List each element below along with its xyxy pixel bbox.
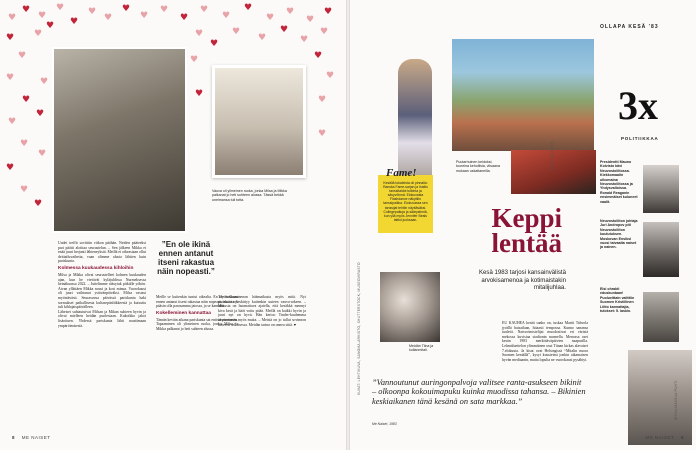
heart-icon: ♥ <box>6 33 15 43</box>
koivisto-photo <box>643 165 679 213</box>
photo-credit-vertical: KUVA: SA-KUVA <box>550 142 554 170</box>
heart-icon: ♥ <box>70 17 79 27</box>
article-body: EU KAUHEA kesää sanko on, tuskaa Martti Tahvola jyrällä baisailaan, hitaasti tempossa. Kunno sanansa tuuletti. Naisvoimistelijat muodostivat eri värisiä mekossa kuvistaa stadionin nurmella. Menossa oset kesän 1983 merkittäväpäivien naapurilla. Lehmäluettelon ylimmäinen osui Tiinan kirkas alavaiset 7.elokuuta. Ja kisat ovat Helsingissä “Mitalin nuora Suomen kentällä”, kysyi kuusieimi jonkin aikamaisen hyvän mediaanin, mutta lopulta ne vuorokausi pysähtyi. <box>502 321 588 362</box>
page-number: 9 <box>680 435 684 440</box>
fame-title: Fame! <box>386 167 417 179</box>
bikini-vertical-caption: BIKINI-MAKSUA PUHTI <box>674 380 678 420</box>
heart-icon: ♥ <box>222 11 231 21</box>
heart-icon: ♥ <box>18 51 27 61</box>
heart-icon: ♥ <box>104 13 113 23</box>
heart-icon: ♥ <box>318 129 327 139</box>
heart-icon: ♥ <box>20 185 29 195</box>
pull-quote: ”En ole ikinä ennen antanut itseni rakastua näin nopeasti.” <box>157 240 215 276</box>
pool-photo <box>452 39 594 151</box>
bikini-photo <box>628 350 692 445</box>
photo-credits-vertical: KUVAT: LEHTIKUVA, SANOMA-ARKISTO, SHUTTERSTOCK, MUSEOVIRASTO <box>357 262 361 395</box>
heart-icon: ♥ <box>38 149 47 159</box>
heart-icon: ♥ <box>318 95 327 105</box>
politics-item-2: Neuvostoliiton johtaja Juri Andropov piti Neuvostoliiton kuulutuksen. Moskovan Ensiksi vuosi taivaalta naiset ja nainen. <box>600 219 638 250</box>
body-column-3 <box>218 295 306 327</box>
heart-icon: ♥ <box>195 29 204 39</box>
heart-icon: ♥ <box>36 109 45 119</box>
big-number-label: POLITIIKKAA <box>621 136 659 141</box>
heart-icon: ♥ <box>8 13 17 23</box>
heart-icon: ♥ <box>266 13 275 23</box>
left-page <box>0 0 346 450</box>
magazine-name: ME NAISET <box>21 435 51 440</box>
quote-attribution: Me Naiset, 1983 <box>372 422 397 426</box>
heart-icon: ♥ <box>300 35 309 45</box>
fame-factbox <box>378 167 433 233</box>
heart-icon: ♥ <box>160 5 169 15</box>
heart-icon: ♥ <box>20 139 29 149</box>
pool-caption: Puutarhuinen keidoksi, tuoreina kehollisia, viisaana mukaan uskaltaneilla. <box>456 160 500 173</box>
body-paragraph: Milsa ja Mikka olivat seurustelleet kolmen kuukauden ajan, kun he viettivät kyläjuhlissa Nurmeksessa heinäkuussa 2022. – Juttelimme rääsytuk pitkälle yöhön. Aivan yllättäen Mikka nousi ja kosi minua. Vuorokausi oli juuri vaihtunut ystävänpäiväksi. Milsa vastasi myöntävästi. Seurasuvua päivässä pariskunta haki sormukset paikallisesta kultasepänliikkeestä ja kutsuttu tuli kihlajaispäivälleen. <box>58 272 146 310</box>
body-paragraph: Uudet treffit sovittiin viikon päähän. Neiden pääteeksi pari päätti aloittaa seurustelun. – Sen jälkeen Mikka ei enää juuri herjanti lähteneyksiä. Meillä ei oikeastaan ollut deittailuvaihetta, vaan olimme alusta lähtien kuin pariskunta. <box>58 241 146 264</box>
lillak-photo <box>380 272 440 342</box>
heart-icon: ♥ <box>56 3 65 13</box>
heart-icon: ♥ <box>34 29 43 39</box>
heart-icon: ♥ <box>314 51 323 61</box>
right-folio <box>645 435 684 440</box>
big-number: 3x <box>618 83 658 128</box>
heart-icon: ♥ <box>122 4 131 14</box>
heart-icon: ♥ <box>232 27 241 37</box>
heart-icon: ♥ <box>6 73 15 83</box>
right-page <box>350 0 696 450</box>
section-header: OLLAPA KESÄ ’83 <box>600 24 659 30</box>
heart-icon: ♥ <box>306 15 315 25</box>
heart-icon: ♥ <box>195 89 204 99</box>
fame-text: Kesällä tokaleista oli pinnalla: Ranska Fame-sarjan ja ihailtu tanssitaidot tulkinta ja sävyvöinnä. Elokuvasta Flashdance näkyttiin tanssipaikka. Elokuvassa sen tanssijat tehtiin näyttäväksi. Collegepaituja ja säärystimiä, kun yllä myös Jennifer Beals laittoi juoksaan. <box>383 181 428 222</box>
heart-icon: ♥ <box>6 163 15 173</box>
page-number: 8 <box>12 435 16 440</box>
cake-caption: Vauva oli ylimeinen ruoka, jonka Milsa ja Mikka palkanat jo heti suhteen alussa. Tässä bekkä unelmansa tuli totta. <box>212 189 287 202</box>
heart-icon: ♥ <box>22 95 31 105</box>
heart-icon: ♥ <box>40 77 49 87</box>
heart-icon: ♥ <box>280 25 289 35</box>
article-lead: Kesä 1983 tarjosi kansainvälistä arvokisamenoa ja kotimaistakin mitalijuhlaa. <box>478 269 566 292</box>
heart-icon: ♥ <box>210 39 219 49</box>
subheading-engagement: Kolmessa kuukaudessa kihloihin <box>58 265 134 271</box>
body-paragraph: Tämän keväin aikana pariskunta sai entistä enemmän. Tapaaminen oli ylimeinen ruoka, jonka Milsa ja Mikka palkanat jo heti suhteen alussa. <box>156 317 238 331</box>
heart-icon: ♥ <box>244 3 253 13</box>
body-paragraph: Meille se kuitenkin tuntui oikealta. En ole koskaan ennen antanut itseni rakastua näin nopeasti, mutta nyt pääsin olla parasamma jatossa, ja se kannatti. <box>156 295 238 309</box>
heart-icon: ♥ <box>180 13 189 23</box>
left-folio <box>12 435 51 440</box>
heart-icon: ♥ <box>140 11 149 21</box>
heart-icon: ♥ <box>200 5 209 15</box>
politics-item-1: Presidentti Mauno Koivisto kävi Neuvostoliitossa. Kiekkomaalin ulkomaina Neuvostoliitossa ja Yhdysvalloissa. Ronald Reaganin ensimmäiset kuluneet vaalit. <box>600 160 638 204</box>
politics-item-3: Elsi ohrakti eduskuntaan! Puolueittain valittiin Suomen Kristillinen Liitto kannattajia, tulokset: 5. laskin. <box>600 287 635 314</box>
heart-icon: ♥ <box>190 55 199 65</box>
cake-photo <box>212 65 306 178</box>
heart-icon: ♥ <box>326 71 335 81</box>
election-photo <box>643 292 679 342</box>
body-column-1 <box>58 241 146 328</box>
subheading-kokelleminen: Kokelleminen kannattaa <box>156 310 211 316</box>
heart-icon: ♥ <box>34 199 43 209</box>
heart-icon: ♥ <box>258 33 267 43</box>
heart-icon: ♥ <box>38 11 47 21</box>
heart-icon: ♥ <box>8 117 17 127</box>
lillak-caption: Meidän Tiina ja kullanmitali. <box>409 344 434 353</box>
body-paragraph: Täytevälaaminenan häämatkasta myös mitä. Nyt pariskunta keskittyy kuitenkin uuteen vauva-arkeen. – Minusta on huomattava ajatella, että kesäkkä mennyt kiva kesä ja häät voitu pitää. Meillä on kaikki hyvin ja juuri nyt on hyvä. Hän kertoo Tinder-kuulemma inspiroineen myös muita. – Meistä on jo tullut sovinnon kriteerit sellaisessa. Meidän tarina on onnea siitä. ♥ <box>218 295 306 327</box>
heart-icon: ♥ <box>286 7 295 17</box>
heart-icon: ♥ <box>324 7 333 17</box>
body-paragraph: Läheiset suhtautuivat Milsan ja Mikan suhteen hyvin ja olivat mielleen heidän puolestaan. Kukoikko jakoi lisäoituen. Yhdessä pariskunta lähti nauttimaan ympäröimisestä. <box>58 309 146 328</box>
magazine-name: ME NAISET <box>645 435 675 440</box>
couple-photo <box>52 47 187 233</box>
heart-icon: ♥ <box>46 21 55 31</box>
heart-icon: ♥ <box>22 5 31 15</box>
bikini-quote: ”Vannoutunut auringonpalvoja valitsee ranta-asukseen bikinit – olkoonpa kokouimapuku kuinka muodissa tahansa. – Bikinien keskiaikanen tänä kesänä on sata markkaa.” <box>372 378 586 406</box>
andropov-photo <box>643 222 679 277</box>
heart-icon: ♥ <box>88 7 97 17</box>
heart-icon: ♥ <box>320 27 329 37</box>
article-title: Keppi lentää <box>491 203 562 258</box>
